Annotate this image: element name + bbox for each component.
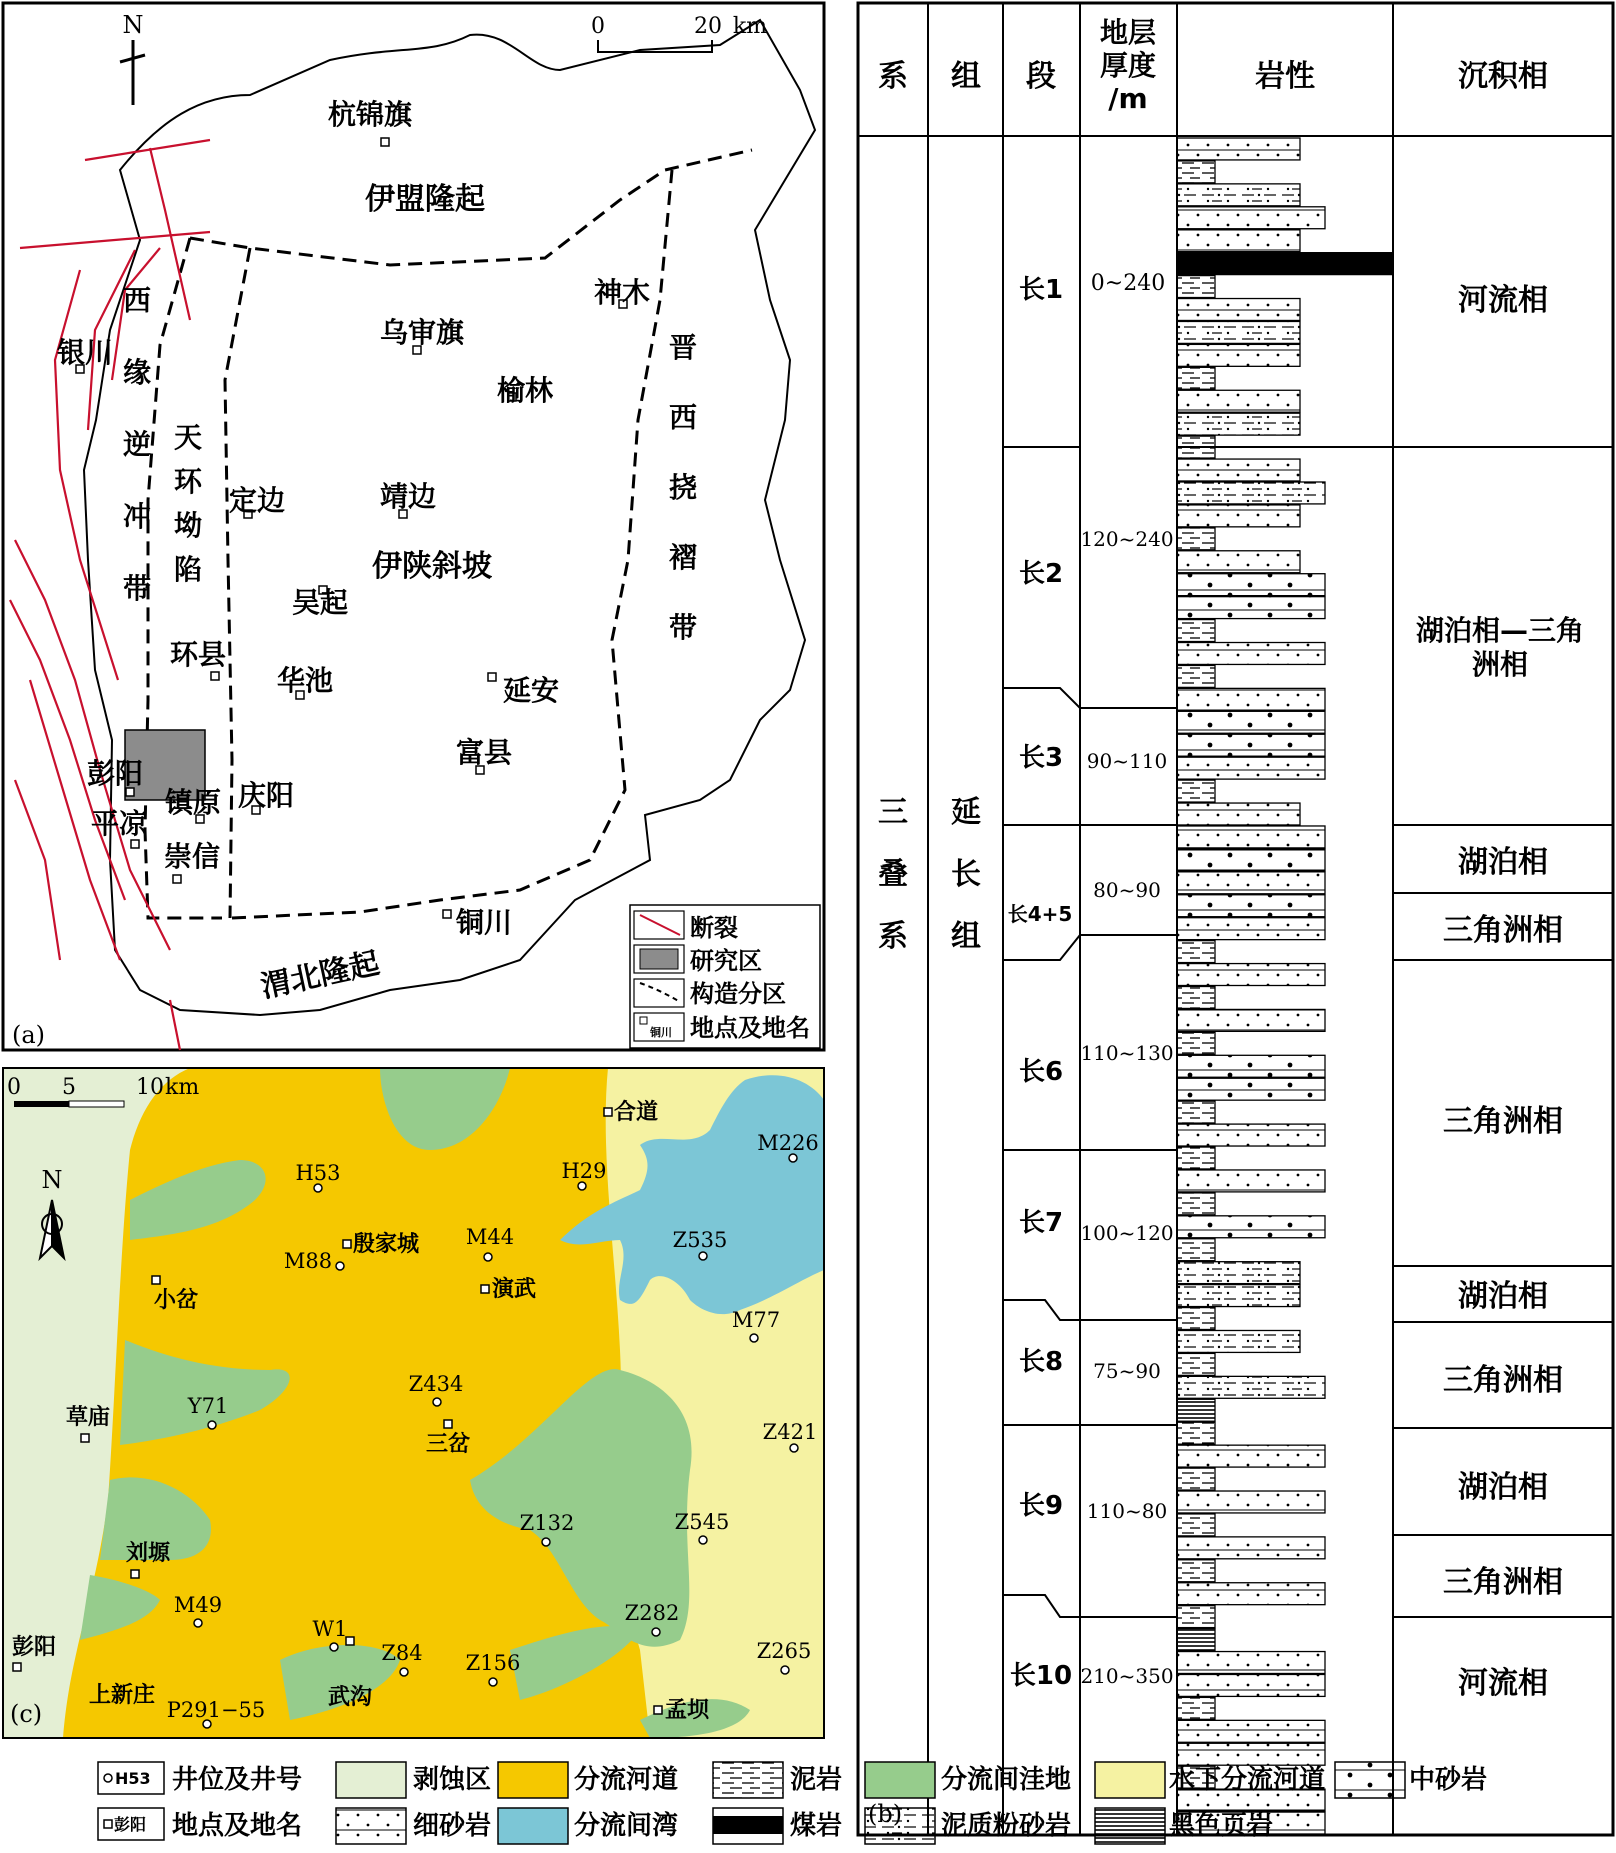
- svg-text:km: km: [165, 1075, 200, 1100]
- lithology-bed: [1177, 1170, 1325, 1192]
- lithology-bed: [1177, 1101, 1215, 1123]
- lithology-bed: [1177, 1055, 1325, 1077]
- lithology-bed: [1177, 987, 1215, 1009]
- lithology-bed: [1177, 780, 1215, 802]
- lithology-bed: [1177, 459, 1300, 481]
- lithology-bed: [1177, 597, 1325, 619]
- lithology-bed: [1177, 964, 1325, 986]
- structural-zone-line-icon: [634, 979, 684, 1007]
- region-label-vertical: 晋西挠褶带: [668, 331, 698, 644]
- place-label: 银川: [56, 336, 114, 369]
- lithology-bed: [1177, 1353, 1215, 1375]
- svg-text:Z265: Z265: [756, 1639, 812, 1663]
- svg-text:P291−55: P291−55: [166, 1698, 266, 1722]
- svg-text:中砂岩: 中砂岩: [1409, 1765, 1488, 1795]
- lithology-bed: [1177, 757, 1325, 779]
- lithology-bed: [1177, 941, 1215, 963]
- svg-text:组: 组: [951, 59, 981, 94]
- lithology-bed: [1177, 1124, 1325, 1146]
- svg-text:三角洲相: 三角洲相: [1443, 913, 1563, 948]
- place-label: 庆阳: [237, 779, 295, 812]
- lithology-bed: [1177, 826, 1325, 848]
- svg-text:Z434: Z434: [408, 1372, 464, 1396]
- place-label: 榆林: [496, 374, 554, 407]
- lithology-bed: [1177, 1583, 1325, 1605]
- lithology-bed: [1177, 1674, 1325, 1696]
- place-label: 环县: [169, 638, 227, 671]
- svg-text:0: 0: [7, 1075, 21, 1100]
- svg-text:N: N: [122, 11, 144, 39]
- lithology-bed: [1177, 1743, 1325, 1765]
- group-label: 延长组: [951, 795, 981, 954]
- svg-text:Z84: Z84: [381, 1641, 423, 1665]
- lithology-bed: [1177, 482, 1325, 504]
- lithology-bed: [1177, 184, 1300, 206]
- svg-text:80~90: 80~90: [1093, 878, 1161, 902]
- svg-text:三角洲相: 三角洲相: [1443, 1565, 1563, 1600]
- svg-text:W1: W1: [312, 1617, 348, 1641]
- lithology-bed: [1177, 1239, 1215, 1261]
- svg-text:100~120: 100~120: [1080, 1221, 1174, 1245]
- lithology-bed: [1177, 849, 1325, 871]
- svg-text:地点及地名: 地点及地名: [690, 1014, 810, 1042]
- svg-text:Z545: Z545: [674, 1510, 730, 1534]
- lithology-bed: [1177, 1652, 1325, 1674]
- lithology-bed: [1177, 253, 1393, 275]
- svg-text:研究区: 研究区: [690, 947, 762, 975]
- svg-text:N: N: [41, 1166, 63, 1194]
- lithology-bed: [1177, 138, 1300, 160]
- svg-text:武沟: 武沟: [327, 1685, 373, 1710]
- lithology-bed: [1177, 1491, 1325, 1513]
- svg-text:H53: H53: [115, 1769, 151, 1788]
- facies-wrap: 湖泊相—三角洲相: [1415, 614, 1585, 681]
- svg-text:110~80: 110~80: [1086, 1499, 1168, 1523]
- place-label: 彭阳: [86, 757, 144, 790]
- svg-text:分流间洼地: 分流间洼地: [941, 1765, 1072, 1795]
- svg-text:长7: 长7: [1018, 1208, 1064, 1238]
- svg-text:M44: M44: [465, 1225, 515, 1249]
- black-shale-pattern-icon: [1095, 1808, 1165, 1844]
- svg-text:Z535: Z535: [672, 1228, 728, 1252]
- panel-b-column: [858, 3, 1613, 1835]
- place-label: 吴起: [291, 586, 349, 619]
- lithology-bed: [1177, 1147, 1215, 1169]
- svg-text:75~90: 75~90: [1093, 1359, 1161, 1383]
- region-label-vertical: 西缘逆冲带: [122, 284, 152, 605]
- svg-text:210~350: 210~350: [1080, 1664, 1174, 1688]
- lithology-bed: [1177, 1720, 1325, 1742]
- svg-text:长6: 长6: [1018, 1057, 1064, 1087]
- svg-text:Y71: Y71: [187, 1394, 229, 1418]
- legend-a: [630, 905, 820, 1048]
- svg-text:细砂岩: 细砂岩: [413, 1811, 492, 1841]
- lithology-bed: [1177, 643, 1325, 665]
- svg-text:岩性: 岩性: [1255, 59, 1315, 94]
- svg-text:煤岩: 煤岩: [790, 1811, 843, 1841]
- lithology-bed: [1177, 734, 1325, 756]
- lithology-bed: [1177, 367, 1215, 389]
- svg-text:0: 0: [591, 14, 605, 39]
- place-label: 靖边: [379, 480, 437, 513]
- svg-text:河流相: 河流相: [1458, 1666, 1548, 1701]
- svg-text:殷家城: 殷家城: [353, 1232, 420, 1257]
- svg-text:H29: H29: [561, 1159, 607, 1183]
- svg-text:段: 段: [1026, 59, 1056, 94]
- svg-text:90~110: 90~110: [1086, 749, 1168, 773]
- svg-text:草庙: 草庙: [65, 1405, 111, 1430]
- lithology-bed: [1177, 528, 1215, 550]
- svg-text:小岔: 小岔: [154, 1288, 199, 1313]
- lithology-bed: [1177, 1445, 1325, 1467]
- well-marker-icon: [98, 1762, 164, 1794]
- underwater-channel-swatch: [1095, 1762, 1165, 1798]
- lithology-bed: [1177, 688, 1325, 710]
- svg-text:20: 20: [694, 14, 722, 39]
- svg-text:M226: M226: [757, 1131, 819, 1155]
- lithology-bed: [1177, 1468, 1215, 1490]
- lithology-bed: [1177, 1606, 1215, 1628]
- lithology-bed: [1177, 1399, 1215, 1421]
- svg-text:长1: 长1: [1018, 275, 1064, 305]
- lithology-bed: [1177, 1308, 1215, 1330]
- place-label: 杭锦旗: [327, 98, 413, 131]
- svg-text:铜川: 铜川: [650, 1026, 672, 1039]
- interdistributary-bay-swatch: [498, 1808, 568, 1844]
- muddy-siltstone-pattern-icon: [865, 1808, 935, 1844]
- panel-c-label: (c): [10, 1700, 43, 1728]
- lithology-bed: [1177, 1560, 1215, 1582]
- lithology-bed: [1177, 436, 1215, 458]
- lithology-bed: [1177, 1376, 1325, 1398]
- svg-text:Z282: Z282: [624, 1601, 680, 1625]
- lithology-bed: [1177, 230, 1300, 252]
- place-label: 平凉: [90, 807, 148, 840]
- place-label: 镇原: [164, 786, 222, 819]
- lithology-bed: [1177, 711, 1325, 733]
- thickness-header: 地层厚度/m: [1099, 16, 1157, 115]
- fine-sandstone-pattern-icon: [336, 1808, 406, 1844]
- svg-text:剥蚀区: 剥蚀区: [413, 1765, 492, 1795]
- place-label: 神木: [593, 276, 651, 309]
- lithology-bed: [1177, 574, 1325, 596]
- svg-text:沉积相: 沉积相: [1458, 59, 1548, 94]
- place-label: 崇信: [163, 840, 221, 873]
- svg-text:系: 系: [878, 59, 908, 94]
- svg-text:M88: M88: [283, 1249, 333, 1273]
- svg-text:长10: 长10: [1009, 1661, 1073, 1691]
- lithology-bed: [1177, 344, 1300, 366]
- place-marker-icon: [98, 1808, 164, 1840]
- svg-text:湖泊相: 湖泊相: [1458, 1279, 1548, 1314]
- svg-text:长3: 长3: [1018, 743, 1064, 773]
- svg-text:10: 10: [136, 1075, 164, 1100]
- erosion-area-swatch: [336, 1762, 406, 1798]
- lithology-bed: [1177, 505, 1300, 527]
- svg-text:120~240: 120~240: [1080, 527, 1174, 551]
- lithology-bed: [1177, 1697, 1215, 1719]
- lithology-bed: [1177, 413, 1300, 435]
- lithology-bed: [1177, 1009, 1325, 1031]
- lithology-bed: [1177, 1537, 1325, 1559]
- lithology-bed: [1177, 1262, 1300, 1284]
- lithology-bed: [1177, 1032, 1215, 1054]
- region-label: 渭北隆起: [257, 945, 383, 1006]
- panel-a-map: [3, 3, 824, 1050]
- svg-text:分流河道: 分流河道: [574, 1765, 679, 1795]
- lithology-bed: [1177, 390, 1300, 412]
- place-label: 富县: [455, 736, 513, 769]
- svg-text:km: km: [732, 14, 768, 39]
- svg-text:上新庄: 上新庄: [88, 1683, 156, 1708]
- svg-text:长9: 长9: [1018, 1491, 1064, 1521]
- region-label: 伊陕斜坡: [372, 549, 492, 584]
- place-label: 铜川: [455, 906, 513, 939]
- svg-text:三岔: 三岔: [425, 1432, 471, 1457]
- lithology-bed: [1177, 665, 1215, 687]
- lithology-bed: [1177, 161, 1215, 183]
- svg-text:彭阳: 彭阳: [114, 1815, 147, 1834]
- svg-text:长4+5: 长4+5: [1007, 902, 1073, 926]
- place-label: 乌审旗: [379, 316, 465, 349]
- fault-line-icon: [634, 911, 684, 939]
- interdistributary-swatch: [865, 1762, 935, 1798]
- svg-text:M49: M49: [173, 1593, 223, 1617]
- svg-text:泥岩: 泥岩: [790, 1765, 843, 1795]
- lithology-bed: [1177, 321, 1300, 343]
- svg-text:合道: 合道: [614, 1100, 659, 1125]
- svg-text:0~240: 0~240: [1090, 271, 1166, 296]
- svg-text:长2: 长2: [1018, 559, 1064, 589]
- lithology-bed: [1177, 276, 1215, 298]
- place-label: 华池: [276, 664, 334, 697]
- place-label: 延安: [502, 674, 560, 707]
- lithology-bed: [1177, 1193, 1215, 1215]
- lithology-bed: [1177, 872, 1325, 894]
- lithology-bed: [1177, 803, 1300, 825]
- lithology-bed: [1177, 1422, 1215, 1444]
- mudstone-pattern-icon: [713, 1762, 783, 1798]
- panel-c-map: [3, 1068, 824, 1738]
- distributary-channel-swatch: [498, 1762, 568, 1798]
- svg-text:分流间湾: 分流间湾: [574, 1811, 679, 1841]
- svg-text:水下分流河道: 水下分流河道: [1169, 1765, 1326, 1795]
- lithology-bed: [1177, 1078, 1325, 1100]
- medium-sandstone-pattern-icon: [1335, 1762, 1405, 1798]
- svg-text:Z156: Z156: [465, 1651, 521, 1675]
- lithology-bed: [1177, 551, 1300, 573]
- place-marker-icon: [634, 1013, 684, 1041]
- lithology-bed: [1177, 1629, 1215, 1651]
- lithology-bed: [1177, 1285, 1300, 1307]
- svg-text:构造分区: 构造分区: [690, 980, 786, 1008]
- place-label: 定边: [228, 484, 286, 517]
- svg-text:断裂: 断裂: [690, 914, 738, 942]
- region-label-vertical: 天环坳陷: [173, 421, 203, 586]
- svg-text:湖泊相: 湖泊相: [1458, 845, 1548, 880]
- lithology-bed: [1177, 299, 1300, 321]
- svg-text:长8: 长8: [1018, 1347, 1064, 1377]
- svg-text:河流相: 河流相: [1458, 283, 1548, 318]
- svg-text:110~130: 110~130: [1080, 1041, 1174, 1065]
- svg-text:黑色页岩: 黑色页岩: [1169, 1811, 1274, 1841]
- svg-text:Z132: Z132: [519, 1511, 575, 1535]
- svg-text:彭阳: 彭阳: [11, 1635, 57, 1660]
- region-label: 伊盟隆起: [365, 182, 485, 217]
- svg-text:地点及地名: 地点及地名: [172, 1811, 303, 1841]
- lithology-bed: [1177, 918, 1325, 940]
- panel-a-label: (a): [12, 1021, 46, 1049]
- svg-text:孟坝: 孟坝: [665, 1698, 710, 1723]
- svg-text:M77: M77: [731, 1308, 781, 1332]
- svg-text:刘塬: 刘塬: [125, 1541, 171, 1566]
- svg-text:演武: 演武: [492, 1277, 537, 1302]
- lithology-bed: [1177, 620, 1215, 642]
- svg-text:泥质粉砂岩: 泥质粉砂岩: [941, 1811, 1072, 1841]
- svg-text:三角洲相: 三角洲相: [1443, 1363, 1563, 1398]
- svg-text:湖泊相: 湖泊相: [1458, 1470, 1548, 1505]
- study-area-icon: [634, 945, 684, 973]
- svg-text:三角洲相: 三角洲相: [1443, 1104, 1563, 1139]
- svg-text:H53: H53: [295, 1161, 341, 1185]
- lithology-bed: [1177, 1514, 1215, 1536]
- svg-text:井位及井号: 井位及井号: [172, 1765, 303, 1795]
- lithology-bed: [1177, 895, 1325, 917]
- svg-text:5: 5: [62, 1075, 76, 1100]
- system-label: 三叠系: [878, 795, 908, 954]
- lithology-bed: [1177, 1330, 1300, 1352]
- lithology-bed: [1177, 207, 1325, 229]
- lithology-bed: [1177, 1216, 1325, 1238]
- svg-text:Z421: Z421: [762, 1420, 818, 1444]
